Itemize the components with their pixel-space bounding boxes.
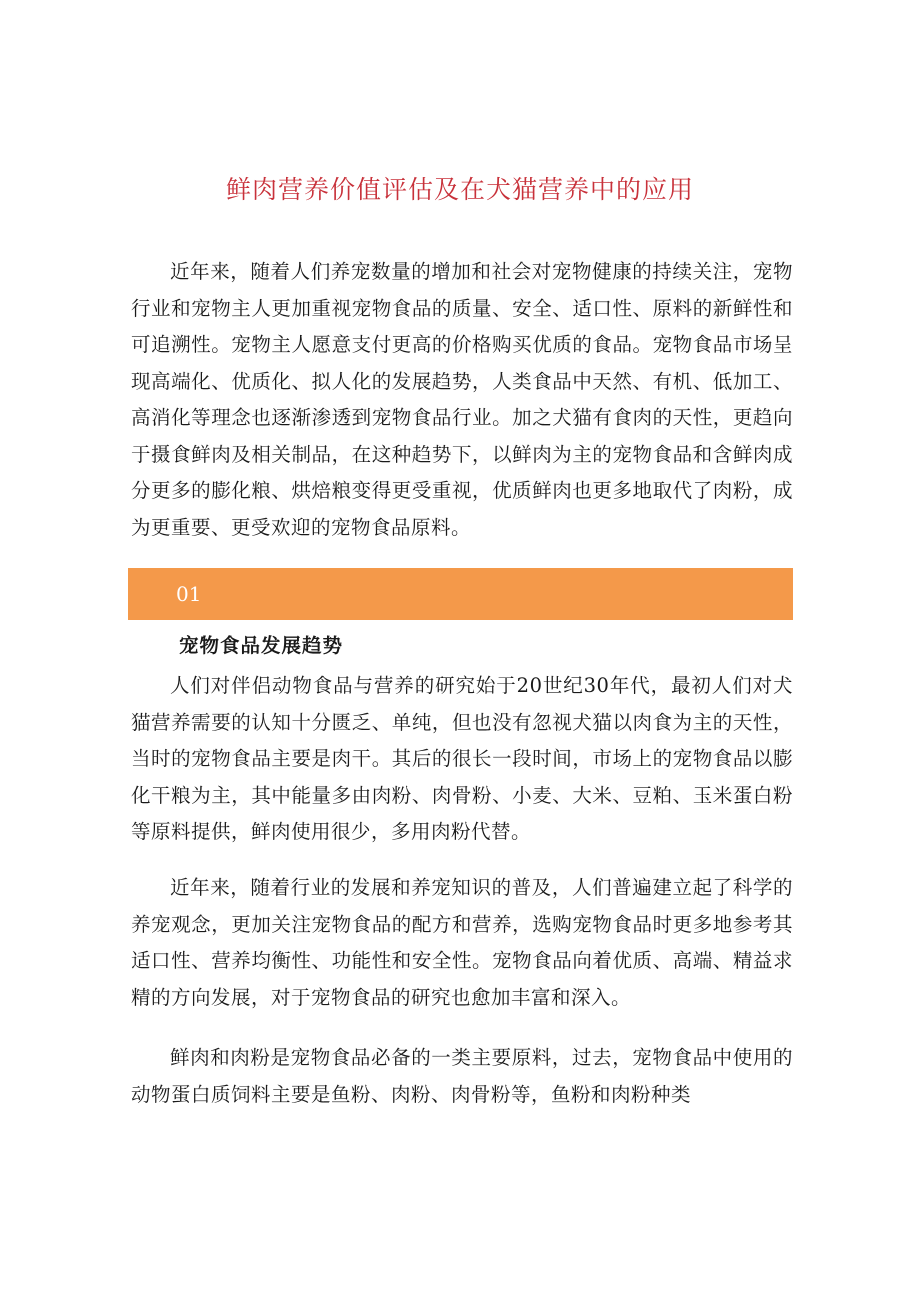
body-paragraph: 近年来，随着行业的发展和养宠知识的普及，人们普遍建立起了科学的养宠观念，更加关注宠物食品的配方和营养，选购宠物食品时更多地参考其适口性、营养均衡性、功能性和安全性。宠物食品向着优质、高端、精益求精的方向发展，对于宠物食品的研究也愈加丰富和深入。	[131, 876, 793, 1009]
section-number: 01	[176, 582, 202, 606]
section-number-bar	[128, 568, 793, 620]
body-paragraph: 鲜肉和肉粉是宠物食品必备的一类主要原料，过去，宠物食品中使用的动物蛋白质饲料主要是鱼粉、肉粉、肉骨粉等，鱼粉和肉粉种类	[131, 1046, 793, 1106]
body-paragraph: 人们对伴侣动物食品与营养的研究始于20世纪30年代，最初人们对犬猫营养需要的认知十分匮乏、单纯，但也没有忽视犬猫以肉食为主的天性，当时的宠物食品主要是肉干。其后的很长一段时间，市场上的宠物食品以膨化干粮为主，其中能量多由肉粉、肉骨粉、小麦、大米、豆粕、玉米蛋白粉等原料提供，鲜肉使用很少，多用肉粉代替。	[131, 674, 793, 843]
document-title: 鲜肉营养价值评估及在犬猫营养中的应用	[225, 175, 694, 204]
intro-paragraph: 近年来，随着人们养宠数量的增加和社会对宠物健康的持续关注，宠物行业和宠物主人更加重视宠物食品的质量、安全、适口性、原料的新鲜性和可追溯性。宠物主人愿意支付更高的价格购买优质的食品。宠物食品市场呈现高端化、优质化、拟人化的发展趋势，人类食品中天然、有机、低加工、高消化等理念也逐渐渗透到宠物食品行业。加之犬猫有食肉的天性，更趋向于摄食鲜肉及相关制品，在这种趋势下，以鲜肉为主的宠物食品和含鲜肉成分更多的膨化粮、烘焙粮变得更受重视，优质鲜肉也更多地取代了肉粉，成为更重要、更受欢迎的宠物食品原料。	[131, 260, 793, 539]
section-heading: 宠物食品发展趋势	[179, 634, 344, 657]
